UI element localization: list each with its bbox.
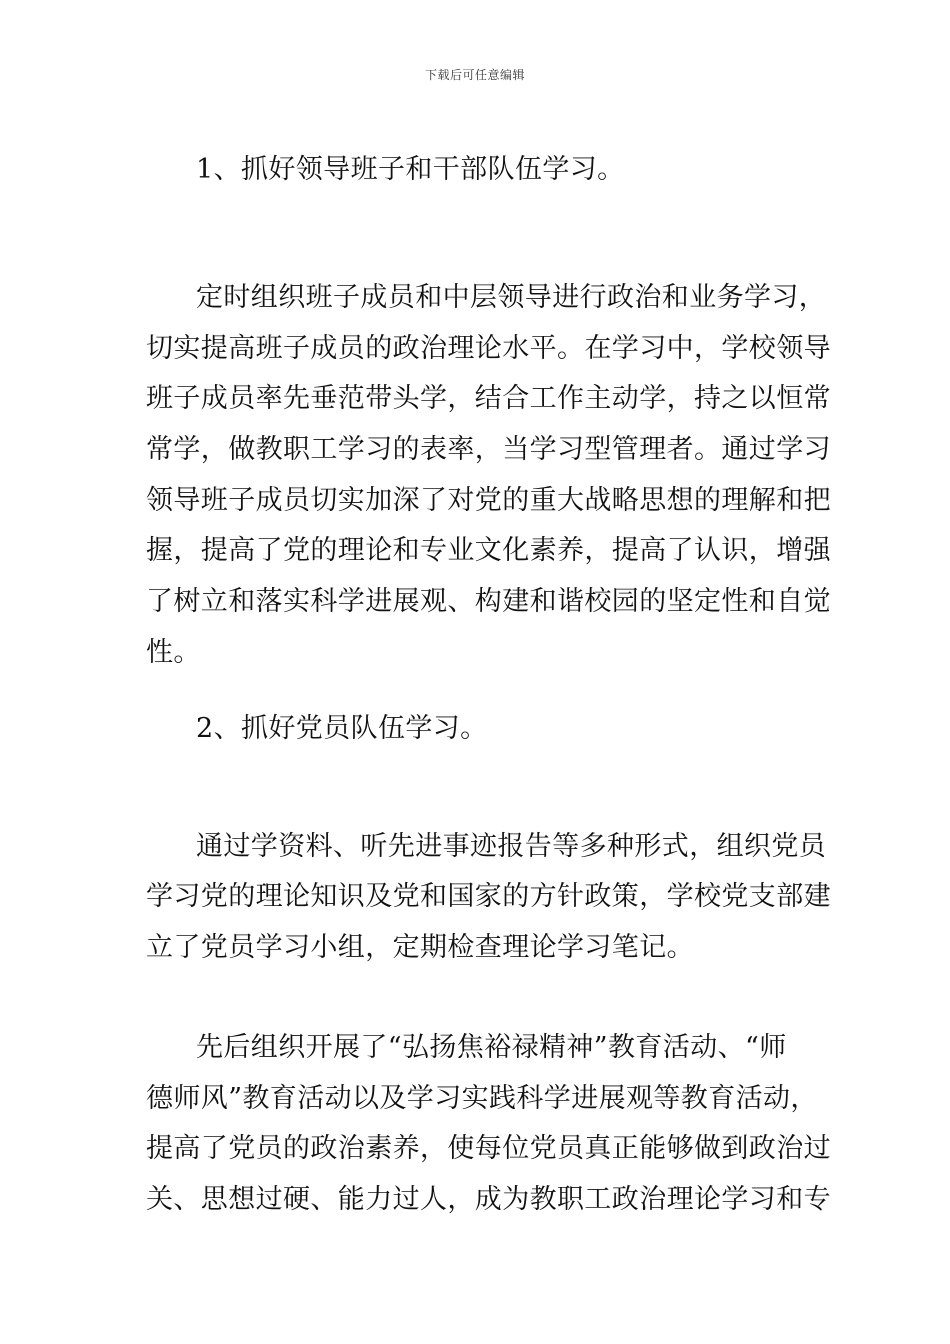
paragraph-line: 切实提高班子成员的政治理论水平。在学习中，学校领导 xyxy=(146,333,831,364)
paragraph-line: 关、思想过硬、能力过人，成为教职工政治理论学习和专 xyxy=(146,1184,831,1215)
section-heading: 2、抓好党员队伍学习。 xyxy=(196,713,488,744)
paragraph-line: 学习党的理论知识及党和国家的方针政策，学校党支部建 xyxy=(146,881,831,912)
paragraph-line: 班子成员率先垂范带头学，结合工作主动学，持之以恒常 xyxy=(146,383,831,414)
paragraph-line: 性。 xyxy=(146,637,201,668)
paragraph-line: 通过学资料、听先进事迹报告等多种形式，组织党员 xyxy=(196,831,827,862)
paragraph-line: 立了党员学习小组，定期检查理论学习笔记。 xyxy=(146,932,694,963)
paragraph-line: 先后组织开展了“弘扬焦裕禄精神”教育活动、“师 xyxy=(196,1032,787,1063)
paragraph-line: 领导班子成员切实加深了对党的重大战略思想的理解和把 xyxy=(146,485,831,516)
paragraph-line: 定时组织班子成员和中层领导进行政治和业务学习， xyxy=(196,282,827,313)
paragraph-line: 握，提高了党的理论和专业文化素养，提高了认识，增强 xyxy=(146,535,831,566)
section-heading: 1、抓好领导班子和干部队伍学习。 xyxy=(196,154,625,185)
paragraph-line: 了树立和落实科学进展观、构建和谐校园的坚定性和自觉 xyxy=(146,586,831,617)
paragraph-line: 德师风”教育活动以及学习实践科学进展观等教育活动， xyxy=(146,1083,818,1114)
paragraph-line: 提高了党员的政治素养，使每位党员真正能够做到政治过 xyxy=(146,1133,831,1164)
paragraph-line: 常学，做教职工学习的表率，当学习型管理者。通过学习 xyxy=(146,434,831,465)
header-note: 下载后可任意编辑 xyxy=(424,68,525,82)
